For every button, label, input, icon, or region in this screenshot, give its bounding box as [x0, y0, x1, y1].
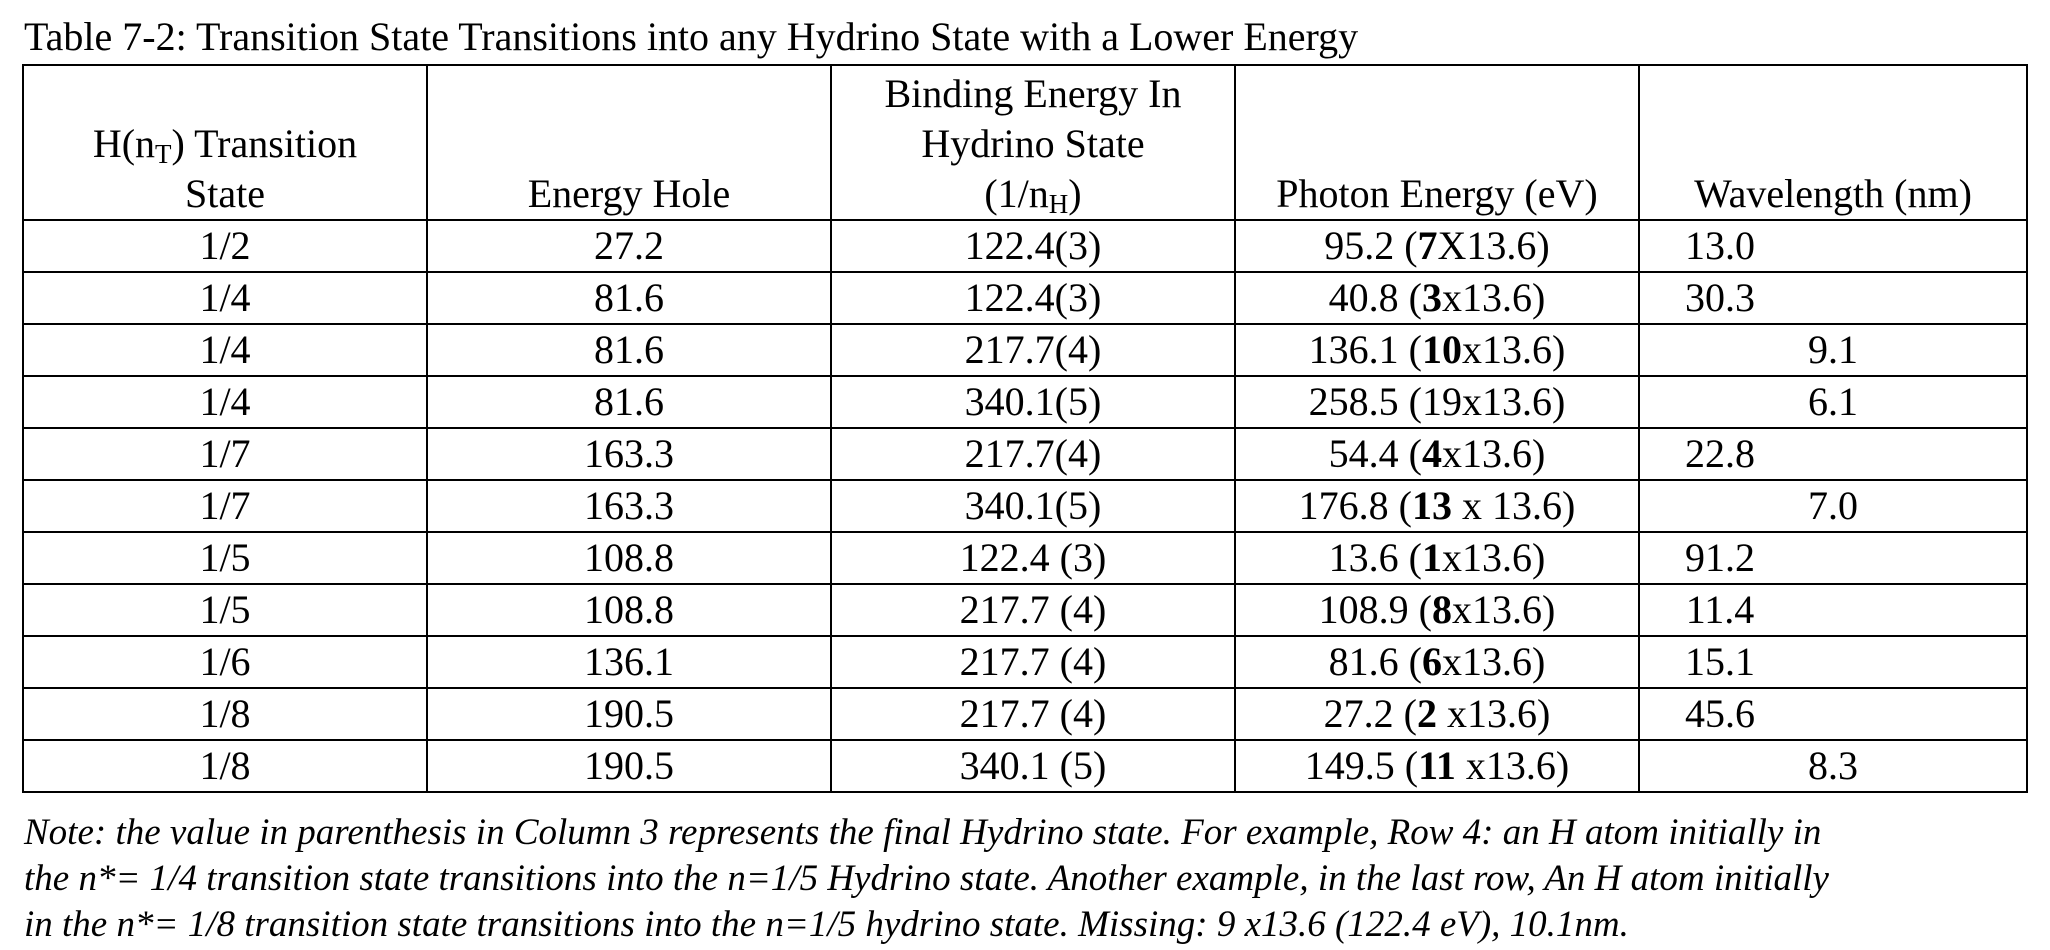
table-body: [23, 220, 2027, 792]
table-row: [23, 220, 2027, 272]
cell-transition-state: 1/4: [23, 324, 427, 376]
note-line-3: in the n*= 1/8 transition state transitions into the n=1/5 hydrino state. Missing: 9 x13.6 (122.4 eV), 10.1nm.: [24, 904, 1629, 945]
cell-wavelength: 30.3: [1639, 272, 2027, 324]
cell-energy-hole: 163.3: [427, 480, 831, 532]
cell-wavelength: 15.1: [1639, 636, 2027, 688]
cell-photon-energy: 95.2 (7X13.6): [1235, 220, 1639, 272]
cell-photon-energy: 54.4 (4x13.6): [1235, 428, 1639, 480]
cell-wavelength: 11.4: [1639, 584, 2027, 636]
table-header-row: [23, 65, 2027, 220]
cell-binding-energy: 217.7 (4): [831, 636, 1235, 688]
cell-transition-state: 1/7: [23, 428, 427, 480]
cell-wavelength: 6.1: [1639, 376, 2027, 428]
cell-transition-state: 1/7: [23, 480, 427, 532]
cell-transition-state: 1/4: [23, 376, 427, 428]
cell-photon-energy: 81.6 (6x13.6): [1235, 636, 1639, 688]
cell-binding-energy: 217.7(4): [831, 428, 1235, 480]
cell-transition-state: 1/8: [23, 688, 427, 740]
table-row: [23, 688, 2027, 740]
cell-binding-energy: 340.1(5): [831, 376, 1235, 428]
cell-binding-energy: 122.4(3): [831, 272, 1235, 324]
table-row: [23, 740, 2027, 792]
cell-photon-energy: 258.5 (19x13.6): [1235, 376, 1639, 428]
table-row: [23, 272, 2027, 324]
cell-energy-hole: 27.2: [427, 220, 831, 272]
cell-photon-energy: 40.8 (3x13.6): [1235, 272, 1639, 324]
cell-energy-hole: 190.5: [427, 740, 831, 792]
table-row: [23, 584, 2027, 636]
table-row: [23, 376, 2027, 428]
note-line-2: the n*= 1/4 transition state transitions into the n=1/5 Hydrino state. Another example, in the last row, An H atom initially: [24, 858, 1829, 899]
header-binding-energy: Binding Energy In Hydrino State $(1/n_H)$: [831, 65, 1235, 220]
table-note: [24, 810, 2028, 948]
cell-transition-state: 1/8: [23, 740, 427, 792]
cell-transition-state: 1/5: [23, 584, 427, 636]
cell-transition-state: 1/2: [23, 220, 427, 272]
cell-transition-state: 1/6: [23, 636, 427, 688]
cell-energy-hole: 81.6: [427, 376, 831, 428]
table-row: [23, 636, 2027, 688]
table-row: [23, 324, 2027, 376]
cell-binding-energy: 122.4 (3): [831, 532, 1235, 584]
table-row: [23, 480, 2027, 532]
cell-transition-state: 1/5: [23, 532, 427, 584]
cell-photon-energy: 136.1 (10x13.6): [1235, 324, 1639, 376]
cell-energy-hole: 163.3: [427, 428, 831, 480]
cell-photon-energy: 13.6 (1x13.6): [1235, 532, 1639, 584]
cell-wavelength: 45.6: [1639, 688, 2027, 740]
table-row: [23, 532, 2027, 584]
cell-energy-hole: 136.1: [427, 636, 831, 688]
cell-wavelength: 22.8: [1639, 428, 2027, 480]
table-row: [23, 428, 2027, 480]
header-transition-state: $H(n_T)$ Transition State: [23, 65, 427, 220]
cell-wavelength: 7.0: [1639, 480, 2027, 532]
cell-photon-energy: 176.8 (13 x 13.6): [1235, 480, 1639, 532]
cell-binding-energy: 122.4(3): [831, 220, 1235, 272]
transition-table: [22, 64, 2028, 793]
cell-energy-hole: 81.6: [427, 324, 831, 376]
cell-binding-energy: 340.1 (5): [831, 740, 1235, 792]
cell-binding-energy: 217.7 (4): [831, 584, 1235, 636]
cell-wavelength: 91.2: [1639, 532, 2027, 584]
cell-photon-energy: 108.9 (8x13.6): [1235, 584, 1639, 636]
header-photon-energy: Photon Energy (eV): [1235, 65, 1639, 220]
cell-wavelength: 13.0: [1639, 220, 2027, 272]
header-energy-hole: Energy Hole: [427, 65, 831, 220]
cell-energy-hole: 108.8: [427, 532, 831, 584]
cell-energy-hole: 108.8: [427, 584, 831, 636]
cell-energy-hole: 81.6: [427, 272, 831, 324]
cell-photon-energy: 27.2 (2 x13.6): [1235, 688, 1639, 740]
cell-binding-energy: 217.7 (4): [831, 688, 1235, 740]
cell-binding-energy: 340.1(5): [831, 480, 1235, 532]
cell-binding-energy: 217.7(4): [831, 324, 1235, 376]
header-wavelength: Wavelength (nm): [1639, 65, 2027, 220]
cell-wavelength: 8.3: [1639, 740, 2027, 792]
cell-energy-hole: 190.5: [427, 688, 831, 740]
cell-wavelength: 9.1: [1639, 324, 2027, 376]
note-line-1: Note: the value in parenthesis in Column 3 represents the final Hydrino state. For example, Row 4: an H atom initially in: [24, 812, 1822, 853]
cell-photon-energy: 149.5 (11 x13.6): [1235, 740, 1639, 792]
cell-transition-state: 1/4: [23, 272, 427, 324]
table-caption: Table 7-2: Transition State Transitions into any Hydrino State with a Lower Energy: [24, 14, 1359, 59]
